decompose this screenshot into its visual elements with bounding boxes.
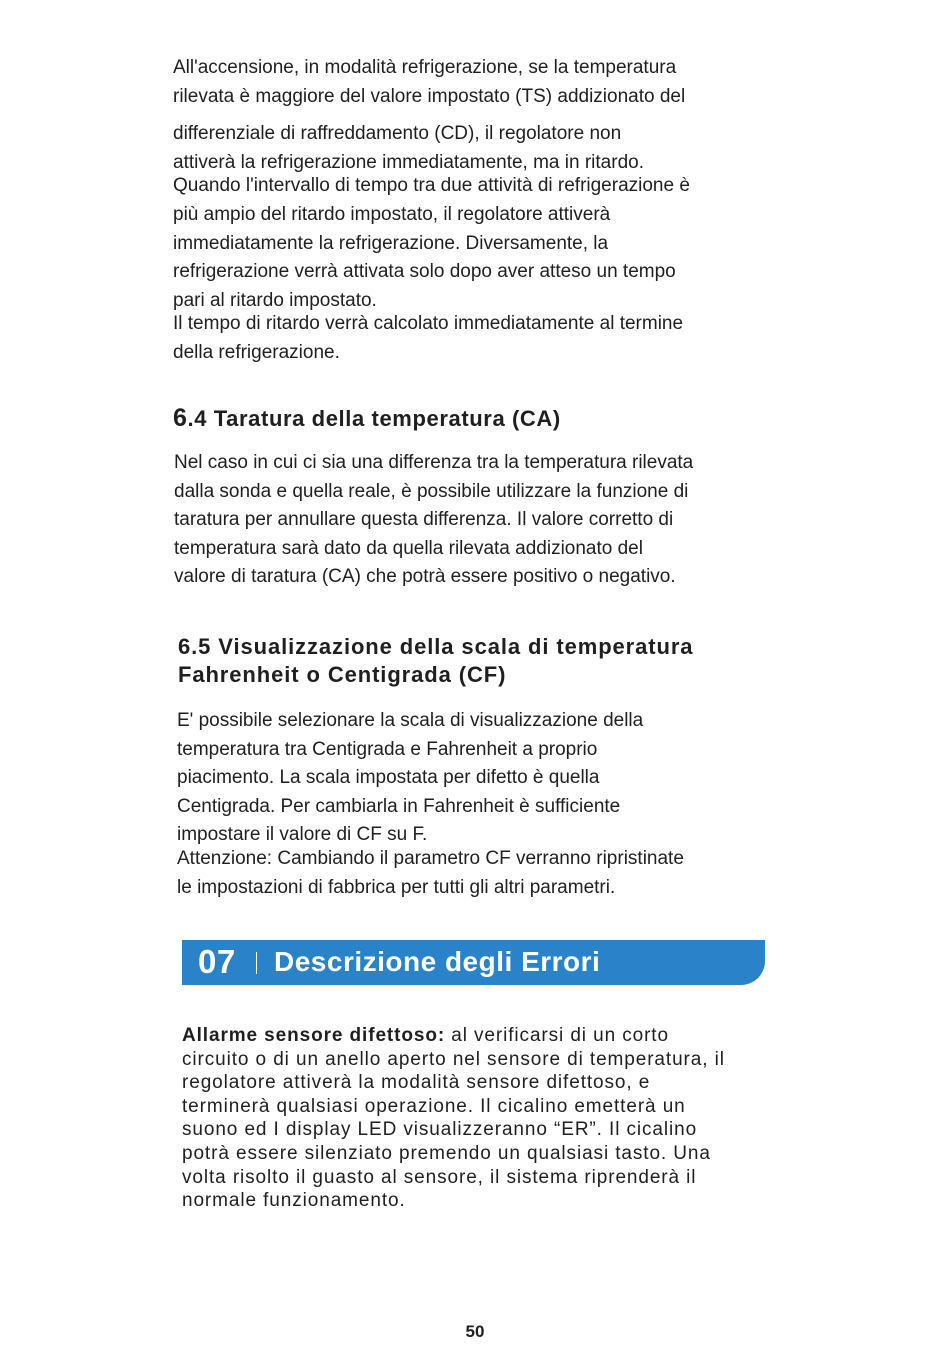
text-line: temperatura tra Centigrada e Fahrenheit a proprio: [177, 738, 598, 760]
chapter-number: 07: [198, 943, 236, 980]
section-title: .4 Taratura della temperatura (CA): [187, 406, 561, 431]
text-line: Nel caso in cui ci sia una differenza tra la temperatura rilevata: [174, 452, 694, 473]
text-line: potrà essere silenziato premendo un qualsiasi tasto. Una: [182, 1142, 711, 1164]
text-line: terminerà qualsiasi operazione. Il cicalino emetterà un: [182, 1095, 686, 1117]
error-first-line: al verificarsi di un corto: [445, 1025, 669, 1046]
chapter-title: Descrizione degli Errori: [274, 946, 601, 977]
text-line: Centigrada. Per cambiarla in Fahrenheit è sufficiente: [177, 795, 621, 817]
text-line: All'accensione, in modalità refrigerazione, se la temperatura: [173, 57, 677, 78]
text-line: regolatore attiverà la modalità sensore difettoso, e: [182, 1072, 651, 1094]
text-line: temperatura sarà dato da quella rilevata addizionato del: [174, 537, 643, 559]
section-6-4-paragraph: [174, 449, 693, 592]
text-line: Attenzione: Cambiando il parametro CF verranno ripristinate: [177, 847, 684, 869]
text-line: Il tempo di ritardo verrà calcolato immediatamente al termine: [173, 313, 684, 335]
text-line: E' possibile selezionare la scala di visualizzazione della: [177, 710, 644, 731]
text-line: piacimento. La scala impostata per difetto è quella: [177, 767, 600, 789]
chapter-divider: [256, 952, 257, 974]
text-line: suono ed I display LED visualizzeranno “ER”. Il cicalino: [182, 1119, 698, 1141]
text-line: [182, 1024, 725, 1048]
text-line: attiverà la refrigerazione immediatamente, ma in ritardo.: [173, 151, 644, 173]
section-6-4-heading: [173, 404, 561, 433]
text-line: della refrigerazione.: [173, 341, 340, 363]
text-line: normale funzionamento.: [182, 1190, 406, 1212]
text-line: dalla sonda e quella reale, è possibile utilizzare la funzione di: [174, 480, 689, 502]
section-6-5-paragraph: [177, 707, 684, 902]
section-6-5-heading: [178, 633, 693, 689]
text-line: rilevata è maggiore del valore impostato (TS) addizionato del: [173, 85, 686, 107]
heading-line: 6.5 Visualizzazione della scala di temperatura: [178, 634, 694, 659]
text-line: differenziale di raffreddamento (CD), il regolatore non: [173, 123, 622, 145]
heading-line: Fahrenheit o Centigrada (CF): [178, 662, 507, 687]
error-lead: Allarme sensore difettoso:: [182, 1025, 446, 1046]
section-number: 6: [173, 404, 188, 432]
text-line: impostare il valore di CF su F.: [177, 824, 428, 846]
text-line: taratura per annullare questa differenza. Il valore corretto di: [174, 509, 674, 531]
text-line: le impostazioni di fabbrica per tutti gli altri parametri.: [177, 876, 616, 898]
text-line: refrigerazione verrà attivata solo dopo aver atteso un tempo: [173, 261, 676, 283]
intro-paragraph: [173, 54, 690, 368]
text-line: pari al ritardo impostato.: [173, 289, 377, 311]
text-line: volta risolto il guasto al sensore, il sistema riprenderà il: [182, 1166, 697, 1188]
error-description-paragraph: [182, 1024, 725, 1213]
text-line: Quando l'intervallo di tempo tra due attività di refrigerazione è: [173, 175, 690, 197]
page-number: 50: [465, 1322, 485, 1341]
text-line: circuito o di un anello aperto nel sensore di temperatura, il: [182, 1048, 725, 1070]
text-line: più ampio del ritardo impostato, il regolatore attiverà: [173, 203, 611, 225]
text-line: valore di taratura (CA) che potrà essere positivo o negativo.: [174, 566, 676, 588]
text-line: immediatamente la refrigerazione. Diversamente, la: [173, 232, 609, 254]
chapter-banner: [182, 940, 765, 985]
